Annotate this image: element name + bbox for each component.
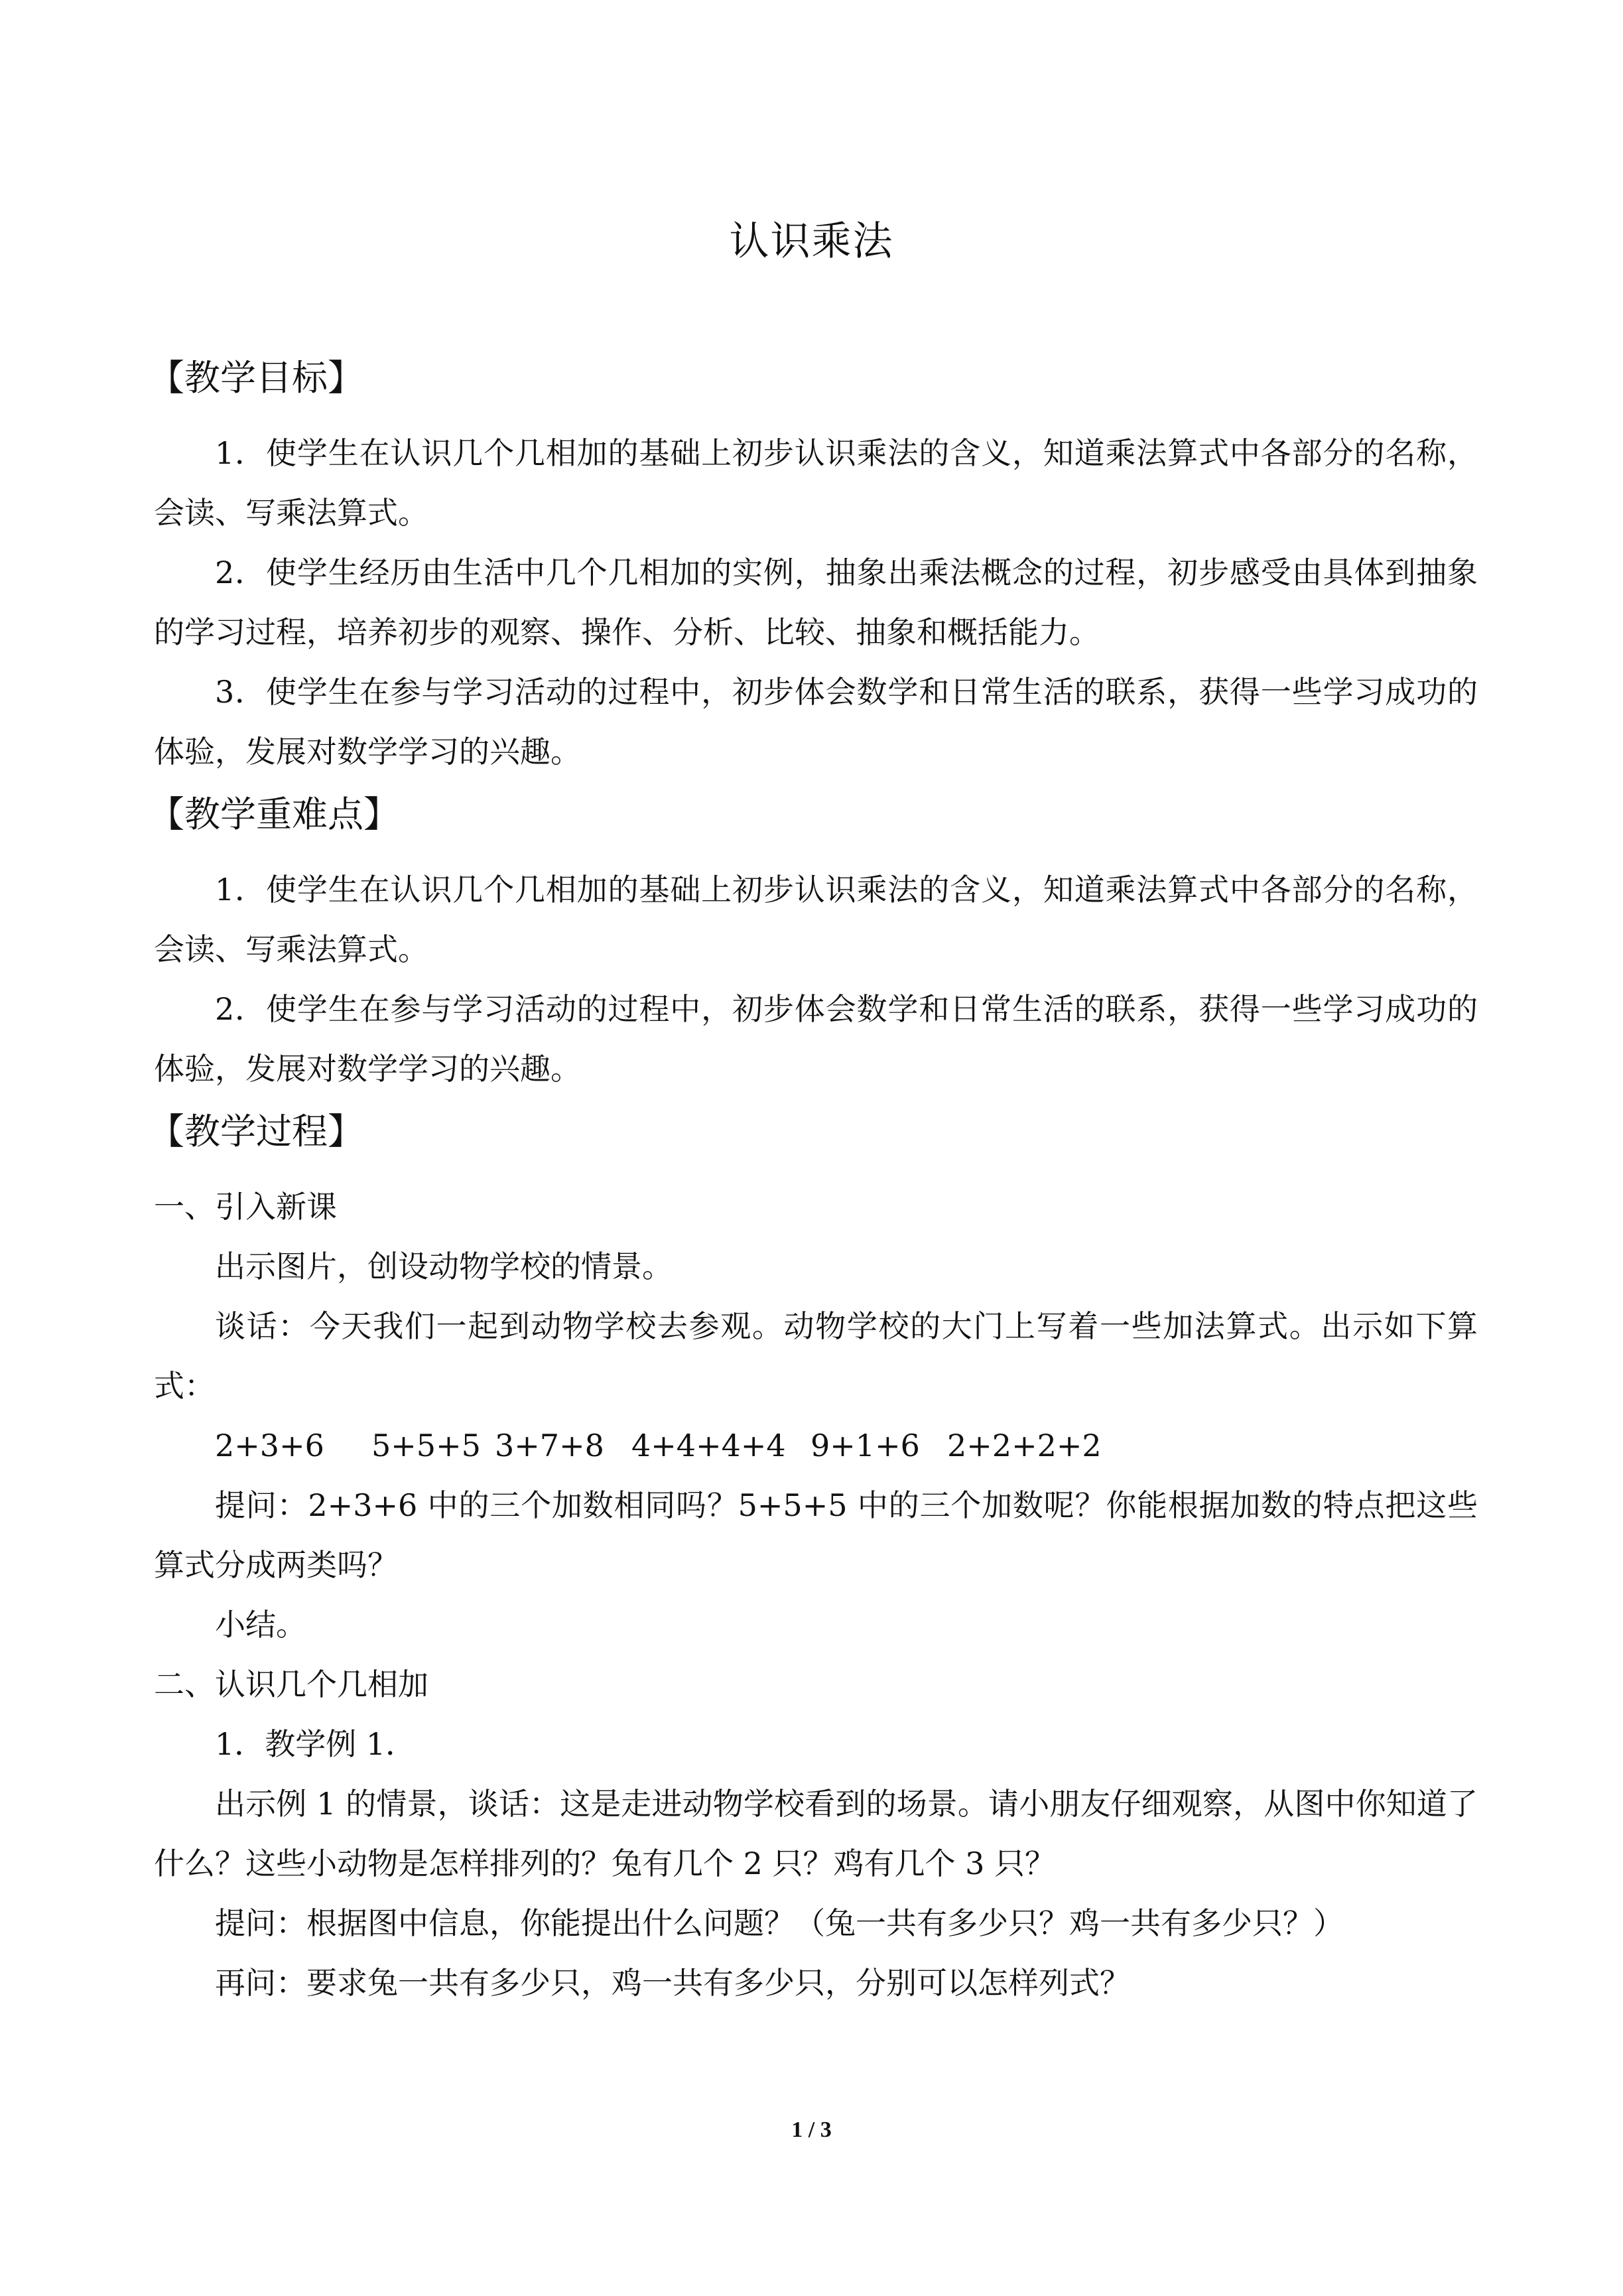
- process-heading: 【教学过程】: [149, 1111, 363, 1152]
- formula: 5+5+5: [371, 1428, 481, 1463]
- goal-item: 1．使学生在认识几个几相加的基础上初步认识乘法的含义，知道乘法算式中各部分的名称，会读、写乘法算式。: [154, 435, 1478, 531]
- formula: 3+7+8: [495, 1428, 604, 1463]
- page-number: 1 / 3: [791, 2118, 832, 2142]
- formula-row: [154, 1416, 1478, 1475]
- formula: 2+3+6: [215, 1428, 324, 1463]
- key-point-item: 2．使学生在参与学习活动的过程中，初步体会数学和日常生活的联系，获得一些学习成功的体验，发展对数学学习的兴趣。: [154, 991, 1478, 1087]
- goals-heading: 【教学目标】: [149, 357, 363, 399]
- part2-question: 提问：根据图中信息，你能提出什么问题？（兔一共有多少只？鸡一共有多少只？）: [215, 1905, 1344, 1941]
- part2-show: 出示例 1 的情景，谈话：这是走进动物学校看到的场景。请小朋友仔细观察，从图中你知道了什么？这些小动物是怎样排列的？兔有几个 2 只？鸡有几个 3 只？: [154, 1786, 1478, 1881]
- part2-again: 再问：要求兔一共有多少只，鸡一共有多少只，分别可以怎样列式？: [215, 1965, 1130, 2001]
- formula: 2+2+2+2: [947, 1428, 1102, 1463]
- key-points-heading: 【教学重难点】: [149, 793, 399, 835]
- part1-summary: 小结。: [215, 1607, 306, 1643]
- document-body: [149, 345, 1478, 2013]
- key-point-item: 1．使学生在认识几个几相加的基础上初步认识乘法的含义，知道乘法算式中各部分的名称，会读、写乘法算式。: [154, 872, 1478, 967]
- part2-example: 1．教学例 1．: [215, 1726, 417, 1762]
- part2-title: 二、认识几个几相加: [154, 1666, 428, 1702]
- goal-item: 2．使学生经历由生活中几个几相加的实例，抽象出乘法概念的过程，初步感受由具体到抽象的学习过程，培养初步的观察、操作、分析、比较、抽象和概括能力。: [154, 555, 1478, 650]
- document-title: 认识乘法: [729, 218, 894, 265]
- part1-talk: 谈话：今天我们一起到动物学校去参观。动物学校的大门上写着一些加法算式。出示如下算式：: [154, 1308, 1478, 1404]
- goal-item: 3．使学生在参与学习活动的过程中，初步体会数学和日常生活的联系，获得一些学习成功的体验，发展对数学学习的兴趣。: [154, 674, 1478, 770]
- part1-title: 一、引入新课: [154, 1189, 337, 1225]
- formula: 4+4+4+4: [631, 1428, 786, 1463]
- part1-question: 提问：2+3+6 中的三个加数相同吗？5+5+5 中的三个加数呢？你能根据加数的特点把这些算式分成两类吗？: [154, 1487, 1478, 1583]
- formula: 9+1+6: [811, 1428, 920, 1463]
- part1-show: 出示图片，创设动物学校的情景。: [215, 1249, 673, 1284]
